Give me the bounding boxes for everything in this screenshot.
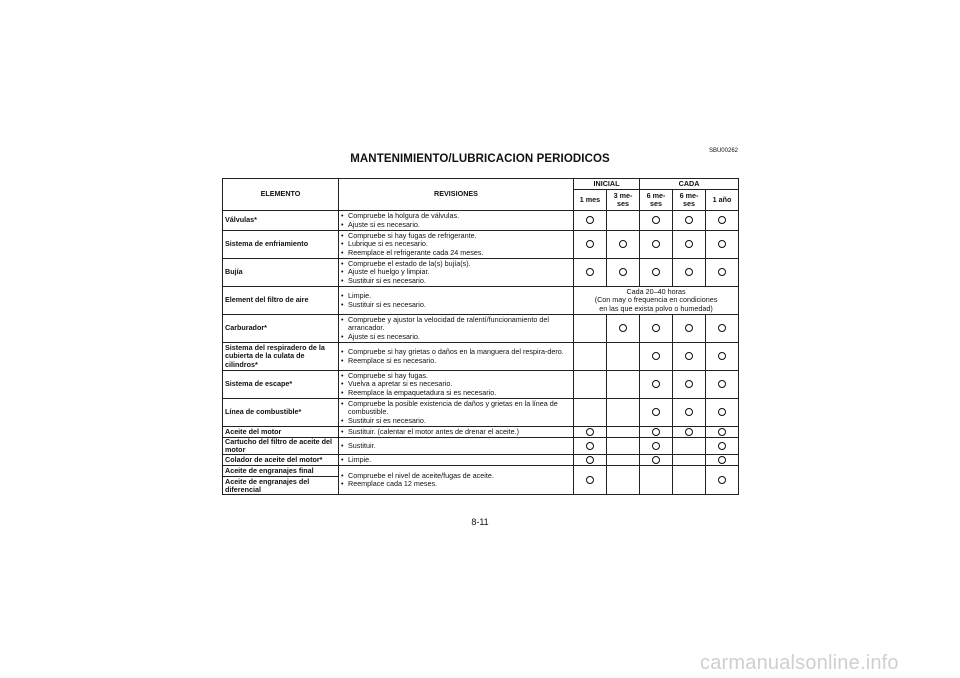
check-circle-icon bbox=[619, 268, 627, 276]
check-circle-icon bbox=[718, 456, 726, 464]
check-circle-icon bbox=[652, 408, 660, 416]
table-row bbox=[223, 231, 739, 259]
check-circle-icon bbox=[652, 442, 660, 450]
check-circle-icon bbox=[685, 380, 693, 388]
revision-item: • Limpie. bbox=[341, 292, 571, 300]
interval-cell bbox=[673, 399, 706, 427]
row-elemento: Aceite de engranajes final bbox=[223, 466, 339, 477]
interval-cell bbox=[673, 455, 706, 466]
row-revisiones bbox=[339, 466, 574, 495]
table-row bbox=[223, 455, 739, 466]
header-revisiones: REVISIONES bbox=[339, 179, 574, 211]
interval-cell bbox=[640, 315, 673, 343]
table-row bbox=[223, 399, 739, 427]
check-circle-icon bbox=[718, 428, 726, 436]
interval-cell bbox=[607, 371, 640, 399]
interval-cell bbox=[640, 343, 673, 371]
check-circle-icon bbox=[718, 240, 726, 248]
revision-item: • Lubrique si es necesario. bbox=[341, 240, 571, 248]
table-row bbox=[223, 466, 739, 477]
interval-cell bbox=[607, 315, 640, 343]
row-revisiones bbox=[339, 438, 574, 455]
interval-cell bbox=[607, 259, 640, 287]
check-circle-icon bbox=[652, 324, 660, 332]
table-row bbox=[223, 315, 739, 343]
interval-cell bbox=[706, 466, 739, 495]
row-elemento: Línea de combustible* bbox=[223, 399, 339, 427]
row-elemento: Aceite de engranajes del diferencial bbox=[223, 477, 339, 495]
revision-item: • Compruebe el estado de la(s) bujía(s). bbox=[341, 260, 571, 268]
table-row bbox=[223, 427, 739, 438]
revision-item: • Sustituir. (calentar el motor antes de drenar el aceite.) bbox=[341, 428, 571, 436]
table-row bbox=[223, 343, 739, 371]
interval-cell bbox=[640, 211, 673, 231]
check-circle-icon bbox=[685, 240, 693, 248]
revision-item: • Reemplace si es necesario. bbox=[341, 357, 571, 365]
interval-cell bbox=[640, 259, 673, 287]
header-elemento: ELEMENTO bbox=[223, 179, 339, 211]
interval-cell bbox=[574, 371, 607, 399]
check-circle-icon bbox=[619, 240, 627, 248]
interval-cell bbox=[607, 455, 640, 466]
interval-cell bbox=[640, 466, 673, 495]
check-circle-icon bbox=[718, 476, 726, 484]
interval-cell bbox=[706, 231, 739, 259]
row-elemento: Sistema de escape* bbox=[223, 371, 339, 399]
maintenance-table bbox=[222, 178, 739, 495]
check-circle-icon bbox=[652, 268, 660, 276]
interval-cell bbox=[640, 399, 673, 427]
interval-cell bbox=[706, 259, 739, 287]
document-code: SBU00262 bbox=[708, 148, 738, 154]
row-elemento: Sistema de enfriamiento bbox=[223, 231, 339, 259]
interval-cell bbox=[607, 466, 640, 495]
check-circle-icon bbox=[619, 324, 627, 332]
check-circle-icon bbox=[718, 352, 726, 360]
header-1-ano: 1 año bbox=[706, 190, 739, 211]
header-3-meses: 3 me- ses bbox=[607, 190, 640, 211]
revision-item: • Limpie. bbox=[341, 456, 571, 464]
interval-cell bbox=[673, 371, 706, 399]
check-circle-icon bbox=[586, 476, 594, 484]
revision-item: • Compruebe la holgura de válvulas. bbox=[341, 212, 571, 220]
table-row bbox=[223, 371, 739, 399]
revision-item: • Compruebe el nivel de aceite/fugas de aceite. bbox=[341, 472, 571, 480]
page-number: 8-11 bbox=[471, 517, 489, 527]
row-revisiones bbox=[339, 231, 574, 259]
check-circle-icon bbox=[586, 442, 594, 450]
interval-cell bbox=[640, 231, 673, 259]
revision-item: • Reemplace el refrigerante cada 24 meses. bbox=[341, 249, 571, 257]
revision-item: • Compruebe si hay fugas. bbox=[341, 372, 571, 380]
check-circle-icon bbox=[586, 456, 594, 464]
interval-cell bbox=[706, 399, 739, 427]
check-circle-icon bbox=[685, 216, 693, 224]
interval-note bbox=[574, 287, 739, 315]
revision-item: • Ajuste si es necesario. bbox=[341, 221, 571, 229]
interval-cell bbox=[607, 399, 640, 427]
revision-item: • Sustituir si es necesario. bbox=[341, 301, 571, 309]
interval-cell bbox=[574, 211, 607, 231]
interval-cell bbox=[574, 343, 607, 371]
check-circle-icon bbox=[718, 380, 726, 388]
row-revisiones bbox=[339, 427, 574, 438]
check-circle-icon bbox=[718, 268, 726, 276]
interval-note-line: Cada 20–40 horas bbox=[626, 286, 686, 296]
interval-cell bbox=[640, 427, 673, 438]
header-inicial: INICIAL bbox=[574, 179, 640, 190]
interval-cell bbox=[607, 343, 640, 371]
revision-item: • Sustituir si es necesario. bbox=[341, 417, 571, 425]
row-revisiones bbox=[339, 315, 574, 343]
interval-cell bbox=[574, 438, 607, 455]
row-elemento: Colador de aceite del motor* bbox=[223, 455, 339, 466]
interval-cell bbox=[574, 231, 607, 259]
check-circle-icon bbox=[652, 216, 660, 224]
interval-cell bbox=[673, 438, 706, 455]
revision-item: • Sustituir si es necesario. bbox=[341, 277, 571, 285]
row-elemento: Cartucho del filtro de aceite del motor bbox=[223, 438, 339, 455]
check-circle-icon bbox=[586, 268, 594, 276]
revision-item: • Compruebe la posible existencia de daños y grietas en la línea de combustible. bbox=[341, 400, 571, 416]
interval-cell bbox=[574, 427, 607, 438]
revision-item: • Compruebe si hay grietas o daños en la manguera del respira-dero. bbox=[341, 348, 571, 356]
header-1-mes: 1 mes bbox=[574, 190, 607, 211]
interval-cell bbox=[706, 455, 739, 466]
check-circle-icon bbox=[652, 352, 660, 360]
interval-cell bbox=[706, 438, 739, 455]
interval-cell bbox=[640, 455, 673, 466]
row-revisiones bbox=[339, 259, 574, 287]
row-revisiones bbox=[339, 287, 574, 315]
row-elemento: Aceite del motor bbox=[223, 427, 339, 438]
interval-cell bbox=[706, 343, 739, 371]
revision-item: • Vuelva a apretar si es necesario. bbox=[341, 380, 571, 388]
row-revisiones bbox=[339, 371, 574, 399]
revision-item: • Compruebe y ajustor la velocidad de ralentí/funcionamiento del arrancador. bbox=[341, 316, 571, 332]
interval-cell bbox=[673, 259, 706, 287]
table-row bbox=[223, 287, 739, 315]
interval-cell bbox=[607, 231, 640, 259]
check-circle-icon bbox=[586, 240, 594, 248]
table-row bbox=[223, 259, 739, 287]
revision-item: • Ajuste el huelgo y limpiar. bbox=[341, 268, 571, 276]
row-revisiones bbox=[339, 343, 574, 371]
header-6-meses: 6 me- ses bbox=[640, 190, 673, 211]
page-title: MANTENIMIENTO/LUBRICACION PERIODICOS bbox=[350, 153, 610, 165]
interval-cell bbox=[640, 438, 673, 455]
revision-item: • Reemplace cada 12 meses. bbox=[341, 480, 571, 488]
interval-cell bbox=[706, 211, 739, 231]
row-revisiones bbox=[339, 399, 574, 427]
row-revisiones bbox=[339, 211, 574, 231]
check-circle-icon bbox=[652, 380, 660, 388]
check-circle-icon bbox=[685, 352, 693, 360]
check-circle-icon bbox=[586, 428, 594, 436]
row-elemento: Element del filtro de aire bbox=[223, 287, 339, 315]
check-circle-icon bbox=[685, 324, 693, 332]
revision-item: • Ajuste si es necesario. bbox=[341, 333, 571, 341]
interval-cell bbox=[673, 211, 706, 231]
interval-cell bbox=[673, 427, 706, 438]
interval-cell bbox=[574, 466, 607, 495]
interval-cell bbox=[673, 466, 706, 495]
check-circle-icon bbox=[718, 442, 726, 450]
interval-note-line: (Con may o frequencia en condiciones bbox=[594, 295, 718, 305]
interval-cell bbox=[607, 427, 640, 438]
check-circle-icon bbox=[718, 408, 726, 416]
table-row bbox=[223, 211, 739, 231]
revision-item: • Compruebe si hay fugas de refrigerante. bbox=[341, 232, 571, 240]
table-row bbox=[223, 438, 739, 455]
interval-cell bbox=[673, 231, 706, 259]
header-cada: CADA bbox=[640, 179, 739, 190]
row-elemento: Válvulas* bbox=[223, 211, 339, 231]
header-6-meses-cada: 6 me- ses bbox=[673, 190, 706, 211]
row-elemento: Bujía bbox=[223, 259, 339, 287]
interval-cell bbox=[607, 438, 640, 455]
row-elemento: Sistema del respiradero de la cubierta de la culata de cilindros* bbox=[223, 343, 339, 371]
check-circle-icon bbox=[652, 240, 660, 248]
watermark: carmanualsonline.info bbox=[700, 652, 899, 674]
check-circle-icon bbox=[718, 216, 726, 224]
interval-cell bbox=[574, 315, 607, 343]
interval-note-line: en las que exista polvo o humedad) bbox=[599, 303, 713, 313]
interval-cell bbox=[574, 455, 607, 466]
check-circle-icon bbox=[586, 216, 594, 224]
check-circle-icon bbox=[652, 428, 660, 436]
interval-cell bbox=[673, 315, 706, 343]
check-circle-icon bbox=[718, 324, 726, 332]
interval-cell bbox=[574, 399, 607, 427]
row-elemento: Carburador* bbox=[223, 315, 339, 343]
check-circle-icon bbox=[652, 456, 660, 464]
interval-cell bbox=[640, 371, 673, 399]
interval-cell bbox=[673, 343, 706, 371]
interval-cell bbox=[706, 371, 739, 399]
interval-cell bbox=[706, 427, 739, 438]
interval-cell bbox=[574, 259, 607, 287]
check-circle-icon bbox=[685, 268, 693, 276]
interval-cell bbox=[706, 315, 739, 343]
check-circle-icon bbox=[685, 408, 693, 416]
check-circle-icon bbox=[685, 428, 693, 436]
interval-cell bbox=[607, 211, 640, 231]
revision-item: • Reemplace la empaquetadura si es necesario. bbox=[341, 389, 571, 397]
row-revisiones bbox=[339, 455, 574, 466]
revision-item: • Sustituir. bbox=[341, 442, 571, 450]
